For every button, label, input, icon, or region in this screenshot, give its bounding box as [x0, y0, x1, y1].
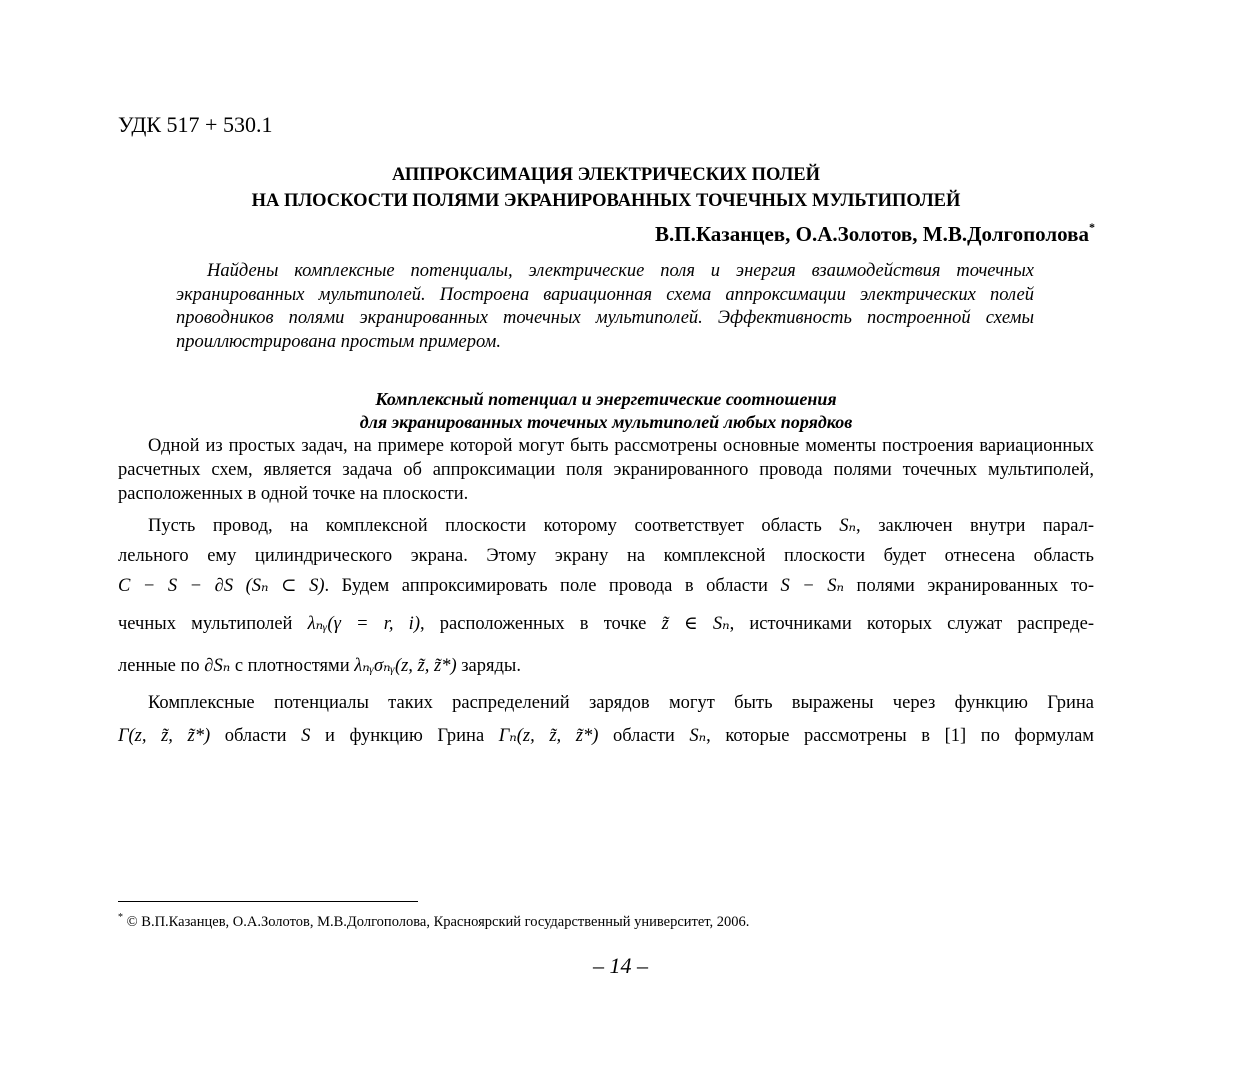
text-run: с плотностями — [234, 656, 350, 676]
paragraph-2-line-3 — [118, 570, 1094, 602]
math-point: z̃ ∈ Sₙ — [661, 614, 730, 634]
text-run: . Будем аппроксимировать поле провода в области — [324, 576, 768, 596]
math-s: S — [301, 726, 311, 746]
udk-code: УДК 517 + 530.1 — [118, 112, 273, 137]
math-subset: (Sₙ ⊂ S) — [245, 576, 325, 596]
body-text — [118, 434, 1094, 752]
paragraph-2 — [118, 510, 1094, 686]
text-run: ленные по — [118, 656, 200, 676]
section-heading-line-2: для экранированных точечных мультиполей любых порядков — [359, 412, 853, 432]
text-run: области — [224, 726, 287, 746]
math-density: λₙᵧσₙᵧ(z, z̃, z̃*) — [354, 656, 457, 676]
math-green-function-n: Γₙ(z, z̃, z̃*) — [498, 726, 599, 746]
text-run: области — [612, 726, 675, 746]
footnote-text: © В.П.Казанцев, О.А.Золотов, М.В.Долгополова, Красноярский государственный университет, 2006. — [126, 913, 750, 930]
paragraph-2-line-2: лельного ему цилиндрического экрана. Этому экрану на комплексной плоскости будет отнесена область — [118, 546, 1094, 566]
footnote-mark: * — [118, 912, 123, 923]
text-run: чечных мультиполей — [118, 614, 293, 634]
text-run: Пусть провод, на комплексной плоскости которому соответствует область — [148, 516, 822, 536]
paper-title — [118, 162, 1094, 214]
abstract: Найдены комплексные потенциалы, электрические поля и энергия взаимодействия точечных экранированных мультиполей. Построена вариационная схема аппроксимации электрических полей проводников полями экранированных точечных мультиполей. Эффективность построенной схемы проиллюстрирована простым примером. — [176, 261, 1034, 352]
math-green-function: Γ(z, z̃, z̃*) — [118, 726, 211, 746]
page-number: – 14 – — [593, 953, 648, 978]
text-run: , расположенных в точке — [419, 614, 647, 634]
authors-names: В.П.Казанцев, О.А.Золотов, М.В.Долгополова — [655, 222, 1089, 246]
math-region: S − Sₙ — [780, 576, 845, 596]
paragraph-2-line-1 — [118, 510, 1094, 542]
text-run: заряды. — [461, 656, 521, 676]
text-run: , которые рассмотрены в [1] по формулам — [706, 726, 1095, 746]
math-domain: C − S − ∂S — [118, 576, 234, 596]
paragraph-3-line-2 — [118, 720, 1094, 752]
section-heading — [118, 388, 1094, 434]
authors-footnote-mark: * — [1089, 220, 1095, 234]
text-run: полями экранированных то- — [856, 576, 1094, 596]
title-line-1: АППРОКСИМАЦИЯ ЭЛЕКТРИЧЕСКИХ ПОЛЕЙ — [392, 165, 820, 185]
paragraph-3 — [118, 686, 1094, 752]
text-run: , заключен внутри парал- — [856, 516, 1095, 536]
text-run: и функцию Грина — [325, 726, 485, 746]
paragraph-1: Одной из простых задач, на примере которой могут быть рассмотрены основные моменты построения вариационных расчетных схем, является задача об аппроксимации поля экранированного провода полями точечных мультиполей, расположенных в одной точке на плоскости. — [118, 436, 1094, 504]
math-lambda: λₙᵧ(γ = r, i) — [307, 614, 420, 634]
math-sn: Sₙ — [689, 726, 707, 746]
math-sn: Sₙ — [839, 516, 857, 536]
paragraph-2-line-5 — [118, 646, 1094, 686]
section-heading-line-1: Комплексный потенциал и энергетические соотношения — [375, 389, 837, 409]
paragraph-3-line-1: Комплексные потенциалы таких распределений зарядов могут быть выражены через функцию Грина — [148, 693, 1094, 713]
paragraph-2-line-4 — [118, 602, 1094, 646]
authors — [655, 222, 1095, 247]
math-boundary: ∂Sₙ — [204, 656, 231, 676]
footnote-divider — [118, 901, 418, 902]
title-line-2: НА ПЛОСКОСТИ ПОЛЯМИ ЭКРАНИРОВАННЫХ ТОЧЕЧНЫХ МУЛЬТИПОЛЕЙ — [251, 191, 961, 211]
text-run: , источниками которых служат распреде- — [729, 614, 1094, 634]
footnote — [118, 912, 749, 931]
